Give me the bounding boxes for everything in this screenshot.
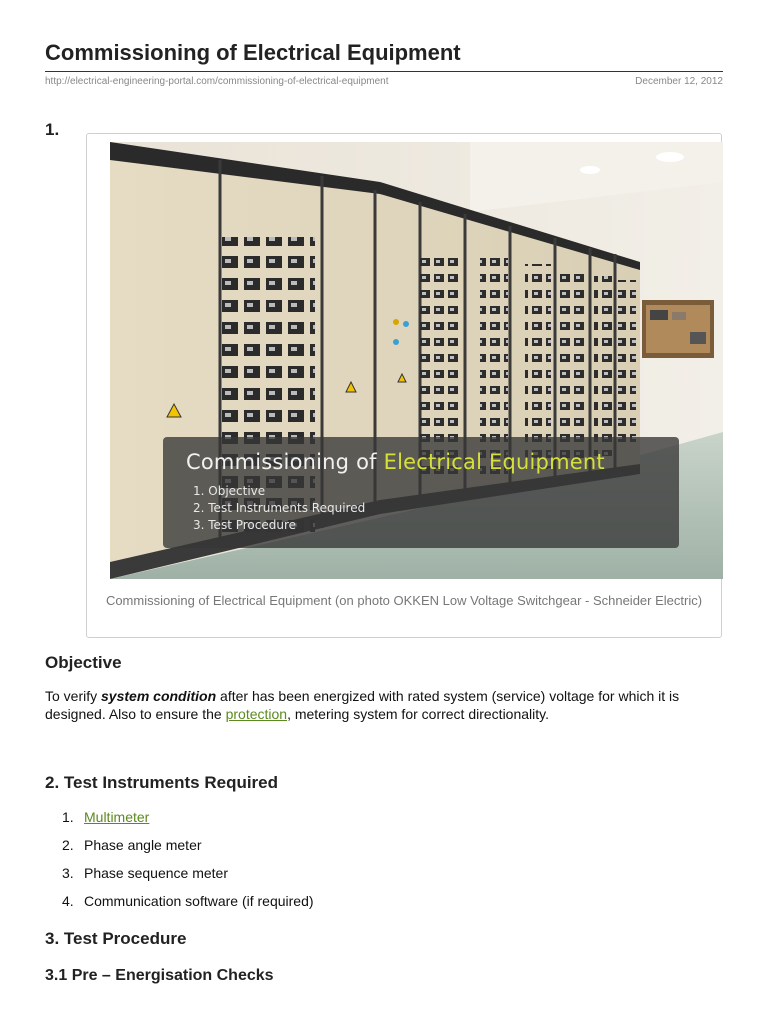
emphasis-text: system condition: [101, 688, 217, 704]
objective-paragraph: To verify system condition after has been energized with rated system (service) voltage for which it is designed. Also to ensure the protection, metering system for correct directionality.: [45, 688, 680, 722]
overlay-contents-list: [193, 483, 365, 534]
pre-energisation-heading: 3.1 Pre – Energisation Checks: [45, 967, 274, 984]
instruments-list: [62, 808, 314, 920]
publication-date: December 12, 2012: [635, 76, 723, 87]
source-url[interactable]: http://electrical-engineering-portal.com/commissioning-of-electrical-equipment: [45, 76, 389, 87]
list-item: 1. Multimeter: [62, 809, 150, 825]
figure-caption: Commissioning of Electrical Equipment (on photo OKKEN Low Voltage Switchgear - Schneider Electric): [105, 593, 703, 608]
page-title: Commissioning of Electrical Equipment: [45, 40, 461, 65]
overlay-item: 3. Test Procedure: [193, 518, 297, 532]
section-number: 1.: [45, 120, 60, 139]
protection-link[interactable]: protection: [225, 706, 288, 722]
overlay-item: 1. Objective: [193, 484, 266, 498]
list-item: 4. Communication software (if required): [62, 893, 314, 909]
list-item: 3. Phase sequence meter: [62, 865, 228, 881]
multimeter-link[interactable]: Multimeter: [84, 809, 150, 825]
instruments-heading: 2. Test Instruments Required: [45, 773, 279, 792]
overlay-item: 2. Test Instruments Required: [193, 501, 366, 515]
title-divider: [45, 71, 723, 72]
overlay-title: Commissioning of Electrical Equipment: [186, 450, 605, 474]
list-item: 2. Phase angle meter: [62, 837, 202, 853]
overlay-title-highlight: Electrical Equipment: [383, 450, 605, 474]
procedure-heading: 3. Test Procedure: [45, 929, 187, 948]
objective-heading: Objective: [45, 653, 122, 672]
